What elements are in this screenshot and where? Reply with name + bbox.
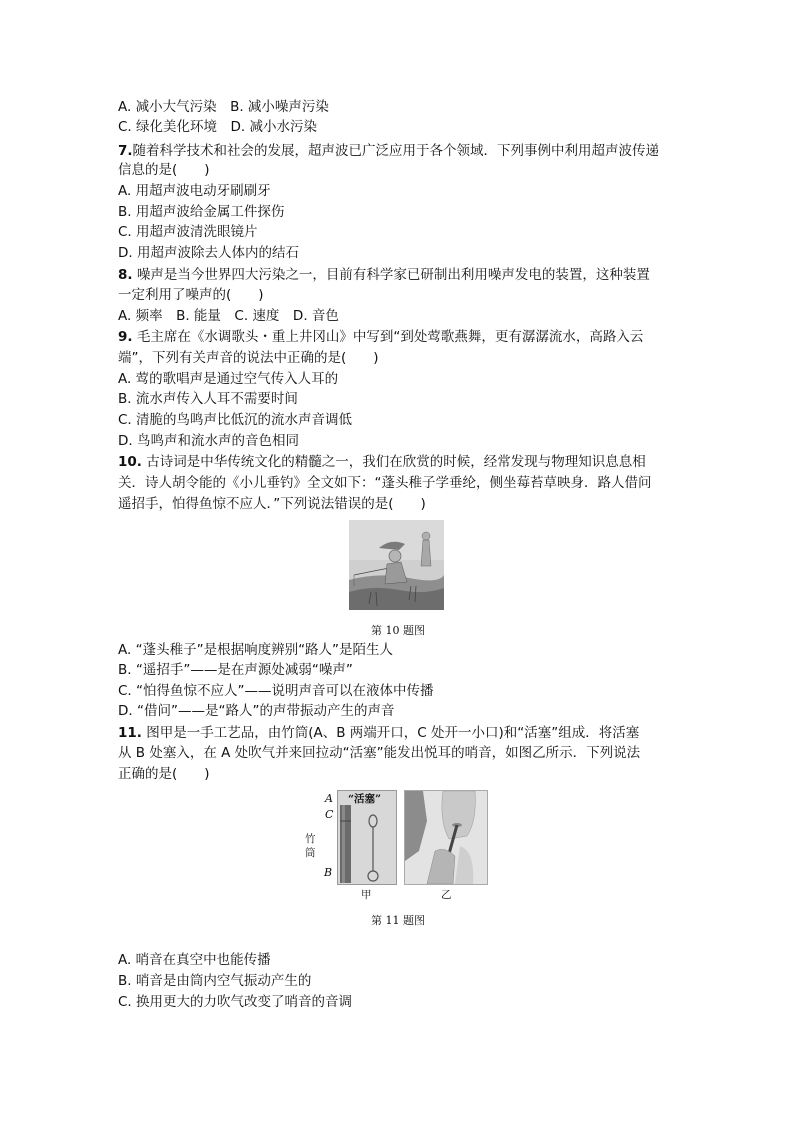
fig10-fishing-illustration bbox=[349, 520, 444, 610]
fig11-label-c: C bbox=[325, 808, 334, 821]
q9-stem-line1 bbox=[118, 327, 643, 347]
fig11-panel-jia bbox=[337, 790, 397, 885]
q11-option-a: A. 哨音在真空中也能传播 bbox=[118, 952, 271, 968]
q11-stem-text: 图甲是一手工艺品，由竹筒(A、B 两端开口，C 处开一小口)和“活塞”组成．将活塞 bbox=[141, 725, 640, 741]
q7-option-a: A. 用超声波电动牙刷刷牙 bbox=[118, 183, 271, 199]
q11-stem-line2: 从 B 处塞入，在 A 处吹气并来回拉动“活塞”能发出悦耳的哨音，如图乙所示．下列说法 bbox=[118, 745, 641, 761]
q7-option-b: B. 用超声波给金属工件探伤 bbox=[118, 204, 285, 220]
fig11-yi-image bbox=[405, 791, 487, 884]
fig11-label-jia: 甲 bbox=[361, 889, 372, 901]
q9-option-a: A. 莺的歌唱声是通过空气传入人耳的 bbox=[118, 371, 339, 387]
q10-option-b: B. “遥招手”——是在声源处减弱“噪声” bbox=[118, 662, 353, 678]
q11-option-b: B. 哨音是由筒内空气振动产生的 bbox=[118, 973, 312, 989]
q7-number: 7. bbox=[118, 143, 133, 159]
q9-option-b: B. 流水声传入人耳不需要时间 bbox=[118, 391, 298, 407]
q11-stem-line1 bbox=[118, 723, 639, 743]
fig11-label-a: A bbox=[325, 792, 333, 805]
q6-options-ab: A. 减小大气污染 B. 减小噪声污染 bbox=[118, 99, 329, 115]
q11-stem-line3: 正确的是( ) bbox=[118, 766, 210, 782]
q8-stem-line2: 一定利用了噪声的( ) bbox=[118, 287, 264, 303]
fig10-image bbox=[349, 520, 444, 610]
q7-option-d: D. 用超声波除去人体内的结石 bbox=[118, 245, 299, 261]
q9-stem-text: 毛主席在《水调歌头・重上井冈山》中写到“到处莺歌燕舞，更有潺潺流水，高路入云 bbox=[132, 329, 644, 345]
q10-stem-line3: 遥招手，怕得鱼惊不应人．”下列说法错误的是( ) bbox=[118, 496, 426, 512]
fig11-label-b: B bbox=[324, 866, 333, 879]
fig11-label-yi: 乙 bbox=[441, 889, 452, 901]
q7-stem-line2: 信息的是( ) bbox=[118, 162, 210, 178]
fig10-caption: 第 10 题图 bbox=[371, 624, 425, 637]
q8-stem-line1 bbox=[118, 265, 650, 285]
q9-option-d: D. 鸟鸣声和流水声的音色相同 bbox=[118, 433, 299, 449]
q8-stem-text: 噪声是当今世界四大污染之一，目前有科学家已研制出利用噪声发电的装置，这种装置 bbox=[132, 267, 650, 283]
q10-stem-line1 bbox=[118, 452, 646, 472]
q10-option-a: A. “蓬头稚子”是根据响度辨别“路人”是陌生人 bbox=[118, 642, 394, 658]
q10-number: 10. bbox=[118, 454, 142, 470]
fig11-panel-yi bbox=[404, 790, 488, 885]
q6-options-cd: C. 绿化美化环境 D. 减小水污染 bbox=[118, 119, 317, 135]
q8-number: 8. bbox=[118, 267, 133, 283]
q9-number: 9. bbox=[118, 329, 133, 345]
fig11-figure bbox=[300, 785, 500, 905]
q11-option-c: C. 换用更大的力吹气改变了哨音的音调 bbox=[118, 994, 353, 1010]
fig11-label-piston: “活塞” bbox=[348, 793, 382, 805]
q8-options: A. 频率 B. 能量 C. 速度 D. 音色 bbox=[118, 308, 339, 324]
q11-number: 11. bbox=[118, 725, 142, 741]
q7-option-c: C. 用超声波清洗眼镜片 bbox=[118, 224, 258, 240]
q9-stem-line2: 端”，下列有关声音的说法中正确的是( ) bbox=[118, 350, 379, 366]
q10-stem-line2: 关．诗人胡令能的《小儿垂钓》全文如下：“蓬头稚子学垂纶，侧坐莓苔草映身．路人借问 bbox=[118, 475, 652, 491]
q10-stem-text: 古诗词是中华传统文化的精髓之一，我们在欣赏的时候，经常发现与物理知识息息相 bbox=[141, 454, 646, 470]
q7-stem-line1 bbox=[118, 141, 659, 161]
q10-option-c: C. “怕得鱼惊不应人”——说明声音可以在液体中传播 bbox=[118, 683, 434, 699]
q7-stem-text: 随着科学技术和社会的发展，超声波已广泛应用于各个领域．下列事例中利用超声波传递 bbox=[132, 143, 660, 159]
q9-option-c: C. 清脆的鸟鸣声比低沉的流水声音调低 bbox=[118, 412, 353, 428]
fig11-caption: 第 11 题图 bbox=[371, 914, 425, 927]
q10-option-d: D. “借问”——是“路人”的声带振动产生的声音 bbox=[118, 703, 395, 719]
fig11-label-tube: 竹筒 bbox=[305, 833, 316, 859]
